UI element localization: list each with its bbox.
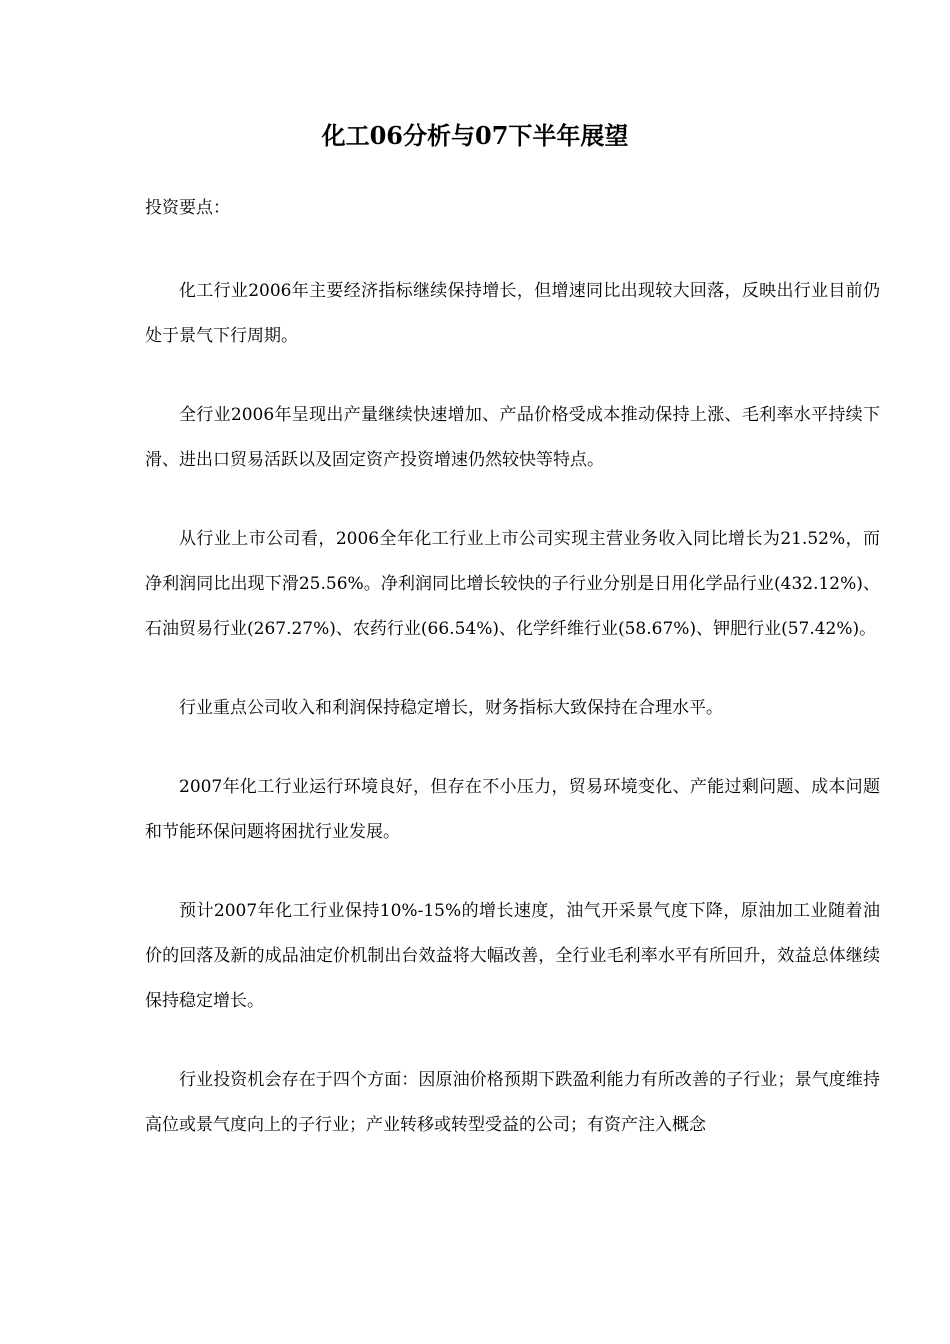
paragraph-4: 行业重点公司收入和利润保持稳定增长，财务指标大致保持在合理水平。 bbox=[179, 698, 723, 718]
paragraph-7: 行业投资机会存在于四个方面：因原油价格预期下跌盈利能力有所改善的子行业；景气度维持高位或景气度向上的子行业；产业转移或转型受益的公司；有资产注入概念 bbox=[145, 1070, 880, 1135]
paragraph-5: 2007年化工行业运行环境良好，但存在不小压力，贸易环境变化、产能过剩问题、成本问题和节能环保问题将困扰行业发展。 bbox=[145, 777, 880, 842]
section-heading: 投资要点： bbox=[145, 198, 230, 218]
document-body bbox=[145, 196, 880, 1182]
page-title: 化工06分析与07下半年展望 bbox=[321, 121, 629, 150]
paragraph-1: 化工行业2006年主要经济指标继续保持增长，但增速同比出现较大回落，反映出行业目前仍处于景气下行周期。 bbox=[145, 281, 880, 346]
paragraph-3: 从行业上市公司看，2006全年化工行业上市公司实现主营业务收入同比增长为21.52%，而净利润同比出现下滑25.56%。净利润同比增长较快的子行业分别是日用化学品行业(432.12%)、石油贸易行业(267.27%)、农药行业(66.54%)、化学纤维行业(58.67%)、钾肥行业(57.42%)。 bbox=[145, 529, 880, 639]
paragraph-2: 全行业2006年呈现出产量继续快速增加、产品价格受成本推动保持上涨、毛利率水平持续下滑、进出口贸易活跃以及固定资产投资增速仍然较快等特点。 bbox=[145, 405, 880, 470]
paragraph-6: 预计2007年化工行业保持10%-15%的增长速度，油气开采景气度下降，原油加工业随着油价的回落及新的成品油定价机制出台效益将大幅改善，全行业毛利率水平有所回升，效益总体继续保持稳定增长。 bbox=[145, 901, 880, 1011]
